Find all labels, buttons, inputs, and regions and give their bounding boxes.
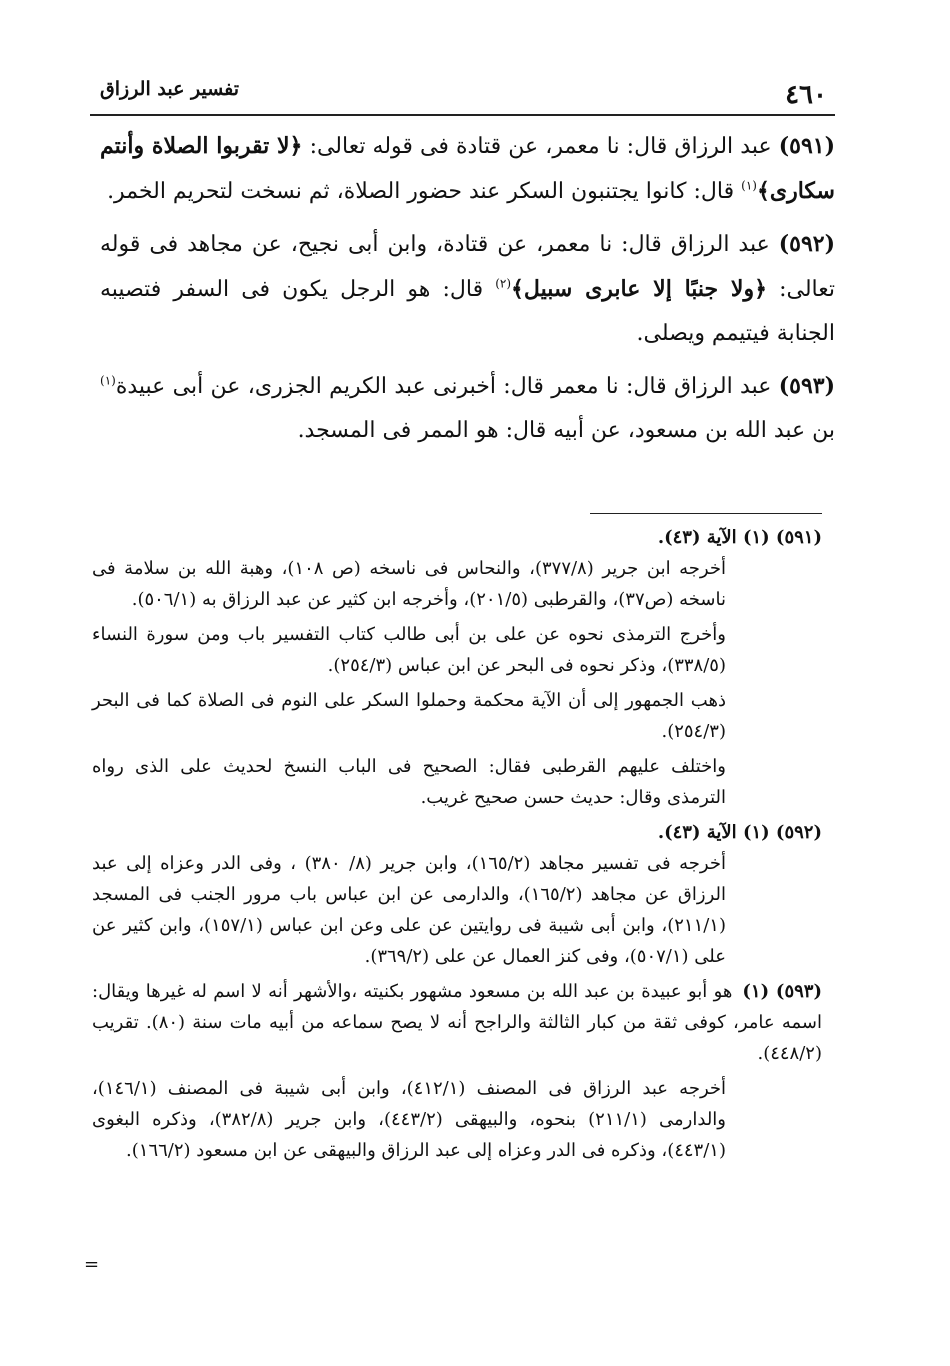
footnote-rule	[590, 513, 822, 514]
entry-591	[100, 124, 835, 214]
header-rule	[90, 114, 835, 116]
footnote-text: هو أبو عبيدة بن عبد الله بن مسعود مشهور بكنيته ،والأشهر أنه لا اسم له غيرها ويقال: اسمه عامر، كوفى ثقة من كبار الثالثة والراجح أنه لا يصح سماعه من أبيه مات سنة (٨٠). تقريب (٤٤٨/٢).	[92, 981, 823, 1064]
quran-verse: ﴿لا تقربوا الصلاة وأنتم سكارى﴾	[100, 133, 835, 204]
footnote-heading: (٥٩٢) (١) الآية (٤٣).	[657, 822, 822, 843]
footnote-marker: (١)	[100, 373, 116, 388]
page-header	[90, 66, 835, 110]
continuation-mark: =	[84, 1254, 100, 1275]
footnote-heading: (٥٩١) (١) الآية (٤٣).	[657, 527, 822, 548]
entry-592	[100, 222, 835, 356]
running-title: تفسير عبد الرزاق	[100, 78, 240, 100]
footnote-paragraph: أخرجه فى تفسير مجاهد (١٦٥/٢)، وابن جرير (٨/ ٣٨٠) ، وفى الدر وعزاه إلى عبد الرزاق عن مجاهد (١٦٥/٢)، والدارمى عن ابن عباس باب مرور الجنب فى المسجد (٢١١/١)، وابن أبى شيبة فى روايتين عن على وعن ابن عباس (١٥٧/١)، وابن كثير عن على (٥٠٧/١)، وفى كنز العمال عن على (٣٦٩/٢).	[92, 853, 727, 967]
footnote-label: (٥٩٣) (١)	[742, 981, 822, 1002]
entry-number: (٥٩٣)	[778, 373, 835, 399]
page-number: ٤٦٠	[785, 80, 827, 110]
footnote-paragraph: ذهب الجمهور إلى أن الآية محكمة وحملوا السكر على النوم فى الصلاة كما فى البحر (٢٥٤/٣).	[92, 690, 726, 742]
entry-text: عبد الرزاق قال: نا معمر قال: أخبرنى عبد الكريم الجزرى، عن أبى عبيدة	[115, 374, 772, 399]
entry-text: قال: هو الرجل يكون فى السفر فتصيبه الجنابة فيتيمم ويصلى.	[100, 277, 835, 346]
footnote-paragraph: واختلف عليهم القرطبى فقال: الصحيح فى الباب النسخ لحديث على الذى رواه الترمذى وقال: حديث حسن صحيح غريب.	[92, 756, 726, 808]
footnote-paragraph: وأخرج الترمذى نحوه عن على بن أبى طالب كتاب التفسير باب ومن سورة النساء (٣٣٨/٥)، وذكر نحوه فى البحر عن ابن عباس (٢٥٤/٣).	[92, 624, 726, 676]
entry-text: قال: كانوا يجتنبون السكر عند حضور الصلاة، ثم نسخت لتحريم الخمر.	[107, 179, 735, 204]
footnotes	[92, 522, 822, 1170]
entry-text: عبد الرزاق قال: نا معمر، عن قتادة، وابن أبى نجيح، عن مجاهد فى قوله تعالى:	[100, 232, 836, 302]
entry-593	[100, 364, 835, 453]
footnote-paragraph: أخرجه ابن جرير (٣٧٧/٨)، والنحاس فى ناسخه (ص ١٠٨)، وهبة الله بن سلامة فى ناسخه (ص٣٧)، والقرطبى (٢٠١/٥)، وأخرجه ابن كثير عن عبد الرزاق به (٥٠٦/١).	[92, 558, 726, 610]
entry-number: (٥٩١)	[778, 133, 835, 159]
footnote-paragraph: أخرجه عبد الرزاق فى المصنف (٤١٢/١)، وابن أبى شيبة فى المصنف (١٤٦/١)، والدارمى (٢١١/١) بنحوه، والبيهقى (٤٤٣/٢)، وابن جرير (٣٨٢/٨)، وذكره البغوى (٤٤٣/١)، وذكره فى الدر وعزاه إلى عبد الرزاق والبيهقى عن ابن مسعود (١٦٦/٢).	[92, 1078, 727, 1161]
entry-text: بن عبد الله بن مسعود، عن أبيه قال: هو الممر فى المسجد.	[297, 418, 835, 443]
footnote-first-paragraph	[92, 976, 822, 1069]
quran-verse: ﴿ولا جنبًا إلا عابرى سبيل﴾	[511, 276, 767, 302]
entry-text: عبد الرزاق قال: نا معمر، عن قتادة فى قوله تعالى:	[309, 134, 772, 159]
footnote-marker: (١)	[741, 178, 757, 193]
footnote-marker: (٢)	[495, 276, 512, 291]
main-text	[100, 124, 835, 461]
entry-number: (٥٩٢)	[778, 231, 835, 257]
